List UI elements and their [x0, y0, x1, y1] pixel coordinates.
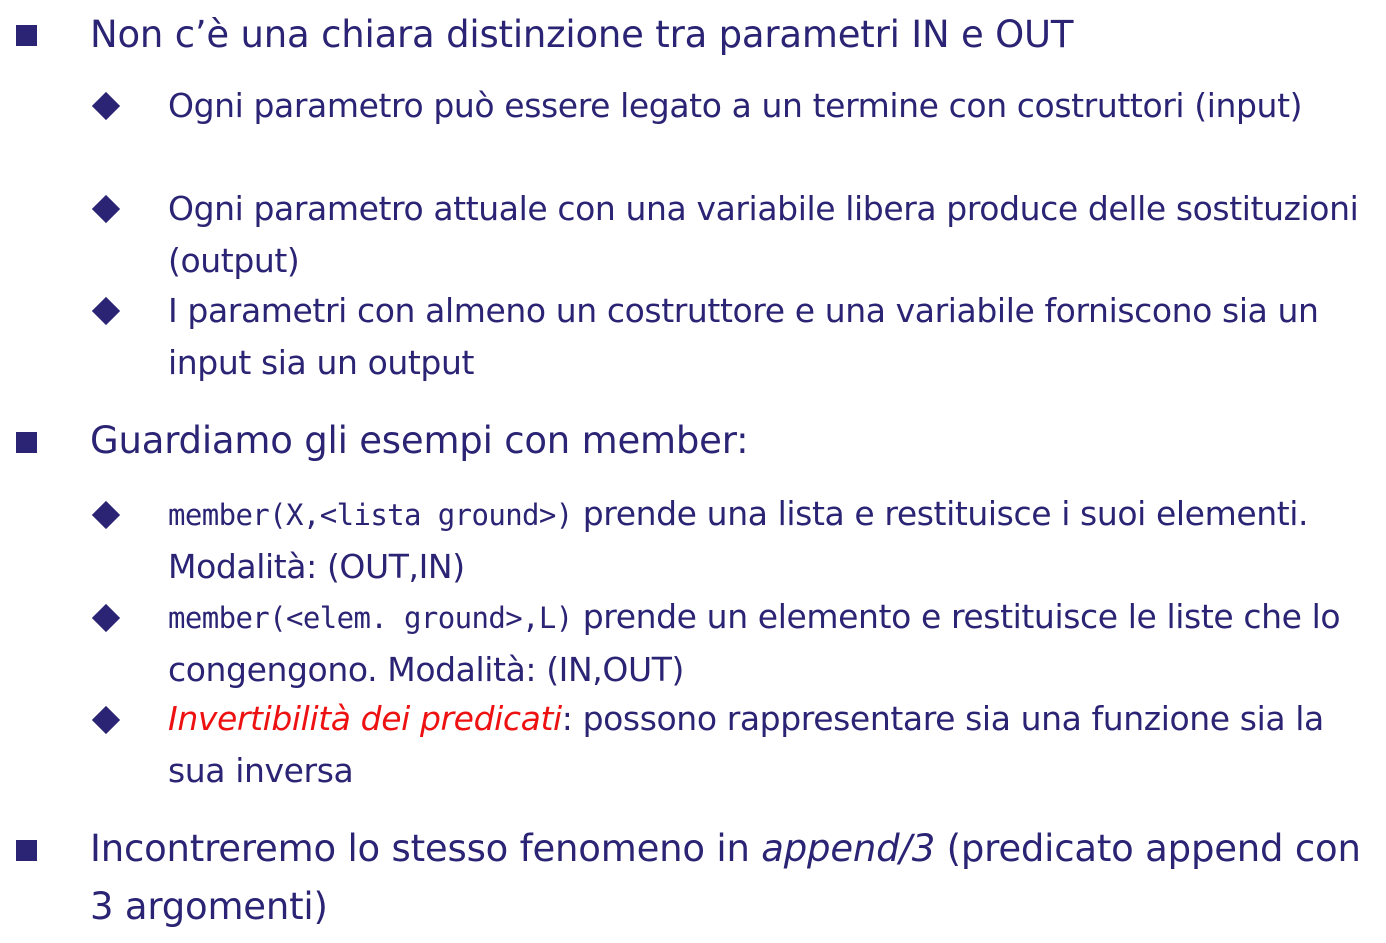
diamond-bullet-icon	[92, 92, 120, 120]
diamond-bullet-icon	[92, 501, 120, 529]
bullet-3-text	[90, 820, 1370, 936]
bullet-1-sub-1: Ogni parametro può essere legato a un termine con costruttori (input)	[168, 86, 1303, 125]
bullet-3-emph: append/3	[761, 827, 936, 870]
bullet-2-sub-2-text: prende un elemento e restituisce le liste che lo congengono. Modalità: (IN,OUT)	[168, 597, 1341, 689]
diamond-bullet-icon	[92, 297, 120, 325]
bullet-1-sub-2: Ogni parametro attuale con una variabile libera produce delle sostituzioni (output)	[168, 189, 1359, 280]
diamond-bullet-icon	[92, 604, 120, 632]
bullet-2-text: Guardiamo gli esempi con member:	[90, 419, 749, 462]
code-snippet: member(<elem. ground>,L)	[168, 601, 573, 635]
bullet-2-sub-1-text: prende una lista e restituisce i suoi elementi. Modalità: (OUT,IN)	[168, 494, 1309, 586]
square-bullet-icon	[16, 25, 37, 46]
bullet-2-sub-1	[168, 488, 1378, 593]
bullet-3-prefix: Incontreremo lo stesso fenomeno in	[90, 827, 762, 870]
bullet-1-text: Non c’è una chiara distinzione tra parametri IN e OUT	[90, 13, 1074, 56]
highlight-term: Invertibilità dei predicati	[168, 699, 562, 738]
diamond-bullet-icon	[92, 195, 120, 223]
bullet-1-sub-3: I parametri con almeno un costruttore e una variabile forniscono sia un input sia un output	[168, 291, 1319, 382]
bullet-2-sub-3	[168, 693, 1378, 797]
bullet-2-sub-3-text: : possono rappresentare sia una funzione sia la sua inversa	[168, 699, 1324, 790]
square-bullet-icon	[16, 432, 37, 453]
bullet-2-sub-2	[168, 591, 1378, 696]
code-snippet: member(X,<lista ground>)	[168, 498, 573, 532]
square-bullet-icon	[16, 840, 37, 861]
diamond-bullet-icon	[92, 706, 120, 734]
bullet-3-suffix: (predicato append con 3 argomenti)	[90, 827, 1361, 928]
